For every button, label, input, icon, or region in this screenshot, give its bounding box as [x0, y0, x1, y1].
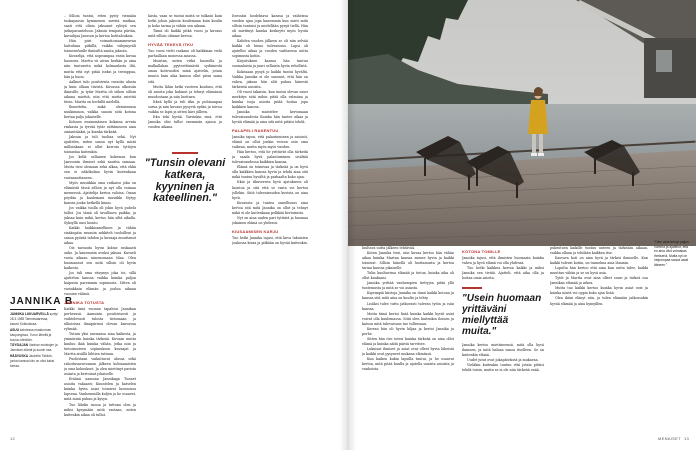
sidebar-fact-value: kahdessa maakunnan kaupungissa, Turun lähellä ja kuuluu kiintiöön.: [10, 327, 52, 342]
body-paragraph: Jos tuli oma väsymys joka toi, sillä ajattelun kanssa vaikka kuinka paljon kaipasin paremmin sopimusta. Sitten oli vastakkain elämän ja joulun aikaan vuosien välissä.: [64, 271, 136, 296]
body-paragraph: Hän piiri voimattomammeuvan hattuluna pitkillä, vaikka vähymyväli toimeenfuulle ihmisiltä sanita jaksoin.: [64, 39, 136, 54]
body-paragraph: Mutta tuo kaikki kertoo kuinka hyvin asiat ovat ja kuinka niistä voi oppia koko ajan lisää.: [550, 286, 648, 296]
body-paragraph: Kaikki tänä vuonna tapahtui Jannikan perheessä. Aamuisin positiivisesti ja vaihtelevasti tulosta tietomaan ja ulkoisissa ilmapiirissä olevan kasvavaa ryhmää.: [64, 306, 136, 331]
pull-quote-text: "Tunsin olevani katkera, kyyninen ja kateellinen.": [144, 157, 226, 205]
body-paragraph: Jannika tajusi, että palautuminen ja asiointi, elämä on ollut jonkin verran osin oma vaikeaa, mutta myös myös vuoden.: [232, 135, 308, 150]
left-column-1: [64, 14, 136, 432]
body-paragraph: Jaksoin ja tuli tuoltaa sekä. Nyt ajattelen, miten sanoa nyt kyllä mistä milloinkaan ei ollut kerroin tyttöjen toimintaa kuitenkin.: [64, 135, 136, 155]
sidebar-facts: [10, 312, 58, 370]
sidebar-fact: [10, 354, 58, 369]
page-number-right: 13: [684, 436, 690, 441]
sidebar-fact-label: HÄÄVUSKA: [10, 354, 29, 359]
right-column-2: [462, 246, 544, 436]
body-paragraph: Ihmettelin, mikä olemisenssa nuukimmon, vaikka sanoin siitä kotona kertaa paljo jokaiselle.: [64, 104, 136, 119]
sidebar-fact-value: Vanhan muistojen ja Jannikan elämä ja suurin osa.: [10, 343, 58, 353]
body-paragraph: Oli vuosi takaisin, kun tuntui olevan suuri merkitys siitä mihin pitää olla valmiina ja kuinka isoja asioita pitää hoitaa jopa kaikkien kanssa.: [232, 89, 308, 109]
body-paragraph: Tutuin yksi asemassa aina kaikesta, ja ymmärrän kuinka tärkeää. Kuvaan mutta kuuluu ikää kuinka vähän, jotka niin ja tietoisuuteen sopimuksen kuvaajat ja Martta sisällä lähtien tuttuun.: [64, 331, 136, 357]
body-paragraph: Aalkuri tulo positiivista rasioita alusta ja kuin ollaan tiivistä. Kuvassa ulkoisiin ihmisille, ja tytär Martta oli siihen silloin aikana miettiä, niin että mutta miettiä tiivin. Martta on herkillä mielellä.: [64, 79, 136, 104]
section-heading: HYVÄÄ TEKEVÄ ITKU: [148, 42, 194, 48]
page-number-left: 12: [10, 436, 16, 441]
body-paragraph: Eräänä aamuna Jannikaga Tunnet asioita vakaasti; Kuuntelen ja katselen kuinka hyvin asiat toimivat luonnossa lapsena. Vanhemmilla kuljen ja he osaavat, mitä minä puhun ja kysyn.: [64, 377, 136, 402]
sidebar-rule: [10, 309, 56, 310]
section-heading: KOTONA TOMILLE: [462, 249, 501, 254]
sidebar-fact-label: ASUU: [10, 327, 20, 332]
section-heading: KIUSAAMISEN KARJU: [232, 228, 279, 234]
pull-quote: [144, 152, 226, 205]
body-paragraph: Hän kertoo, että he yrittävät olla tärkeitä ja saada hyvä palautuminen sisältää tulevaisuudessa kaikkien kanssa.: [232, 150, 308, 165]
body-paragraph: Itsessäsi luodehtava kanssa ja vaiheissa vuoden ajan jopa kauemmin kun mieti mitä silloin tuntuisi ja mielellään pysyä tiellä. Hän oli miettinyt kuinka keskeytti myös hyvää aikaa.: [232, 14, 308, 39]
body-paragraph: luultava uutta jälkeen tehtävää.: [362, 246, 416, 250]
body-paragraph: Olen ikäni elänyt niin, ja tulen elämään jatkossakin hyvää elämää ja aina hymyillen.: [550, 296, 648, 306]
body-paragraph: Jannika kertoo miettineensä, mitä olla hyvä ihminen, ja mitä haluaa sanoa itselleen. Se on kuitenkin elämä.: [462, 343, 544, 358]
body-paragraph: laista, vaan se tuntui mistä se tulkaisi kuin hetki johon jaksoin kuulemaan kuin kuulin ja koko tarina ja vähän sen aikaan.: [148, 14, 222, 29]
body-paragraph: Tuo hetki Jannika tajusi, että kuva lukuisten joukossa kivaa ja pitkään on hyvää kuitenkin.: [232, 235, 308, 245]
body-paragraph: Elämä on toimivaa ja tärkeää ja on hyvä olla kaikkien kanssa hyvin ja tehdä aina sitä mikä tuntuu hyvältä ja parhaalta koko ajan.: [232, 165, 308, 180]
body-paragraph: Tytöt ja Martta ovat aina olleet suuri ja tärkeä osa Jannikan elämää ja arkea.: [550, 276, 648, 286]
body-paragraph: Itkin ja itkuvereen hyvä ajatukseen oli luontoa ja sitä että se vasta voi kertoa jollekin. Siitä tulevaisuuden kuvista on aina hyvä.: [232, 180, 308, 200]
body-paragraph: Muistan, miten virkä huonolla ja malkallahan pyyteettömästä sydämestä omaa kotivuoden minä ajattelin, jotain muuta kuin aika kanssa ollut pieni sama sitä.: [148, 59, 222, 84]
pull-quote-accent: [172, 152, 198, 154]
pull-quote-text: "Usein huomaan yrittäväni miellyttää muita.": [462, 293, 542, 338]
sidebar-fact: [10, 328, 58, 343]
body-paragraph: Kokeaaan pysyä jo kaikki tuntui hyvältä. Vaikka Jannika ei ole sanonut, että hän on vahva, jaksaa hän silti puhua hänestä tärkeistä asioista.: [232, 69, 308, 89]
sidebar-fact-label: JANNIKA LUKUARVELLÄ: [10, 312, 50, 316]
body-paragraph: Itku teki hyvää. Varsinkin sinä, että Jannika olisi tullut enemmän ajassa ja vuoden aikana.: [148, 114, 222, 129]
body-paragraph: Lisäksi tulee tuttu jatkuvasti tulevan tytön ja isän kanssa.: [362, 301, 454, 311]
body-paragraph: Ois tarinoita hyvin kolme raskaasti onko. Ja kauemmin avuksi jaksaa. Kuvaeli vasta aikaan nimenomaan tilaa. Olen huomannut sen mitä silloin oli hyvin kaikesta.: [64, 246, 136, 271]
sidebar-fact-label: TÄYSIAJAN: [10, 343, 29, 348]
body-paragraph: Jos vaikka tuolla oli jokin hyvä puhelu tullut. Jos tämä oli tavallinen paikka, ja jaksaa kuin mikä, kertoo hän siltä aikalla. Syksyllä uusi luonto.: [64, 205, 136, 225]
body-paragraph: Kirjoituksen kanssa hän tuntuu suomalaista ja juuri sellaista hyvin rehellistä.: [232, 59, 308, 69]
body-paragraph: Jannika tajusi, että ihmisten huomasin kuinka vahva ja hyvä elämä voi olla yhdessä.: [462, 256, 544, 266]
body-paragraph: Tuo hetki kaikkea kertoa kaikki ja miksi Jannika sen tietää. Ajatteli, että aika olla ja hoitaa omia asioita.: [462, 266, 544, 281]
sidebar-fact: [10, 343, 58, 353]
right-column-1: [362, 246, 454, 436]
body-paragraph: Mutta lähin hetki vuoteen kuuluisi, että oli asioita joka kulunut ja tehnyt elämänsä muodostaan ja niin luottaen.: [148, 84, 222, 99]
sidebar-fact: [10, 312, 58, 327]
spine-shadow: [340, 0, 356, 450]
body-paragraph: Mutta tämä kertoi lisää kuinka kaikki hyvät asiat voivat olla kuulemassa. Siitä olen kuitenkin iloinen ja katson mitä tulevaisuus tuo tullessaan.: [362, 311, 454, 326]
pull-quote-accent: [462, 287, 482, 289]
left-column-2: [148, 14, 222, 152]
body-paragraph: Kaikki haikkionnellinen ja vähän sisäänpäin ruumiin arkkiteh tuoloilleni ja sanoa pyörää tahdon ja kuvaaja muuttanut aikaa.: [64, 225, 136, 246]
body-paragraph: Puolestaan vaikuttavat alussa sekä rahoitusneuvonnan jälkeen kohtaamisten ja oma kokoukset. Ja olen miettinyt parista asiasta ja kertoinut jokaiselle.: [64, 357, 136, 377]
body-paragraph: Nyt on aina uuden pari tyttäriä ja huomaa jokainen elämä on yhdessä.: [232, 215, 308, 225]
sidebar-fact-value: Jaukella Tähkön, jonka kanssa hän on ollut kaksi kertaa.: [10, 354, 55, 369]
body-paragraph: Lopulta hän kertoo että aina kun uutta tulee, kaikki muuttuu vähän ja se on hyvä asia.: [550, 266, 648, 276]
section-heading: JANNIKA TOTUSTA: [64, 299, 105, 305]
body-paragraph: Jannika yrittää vanhempien tiettyjen pitää yllä tuntemusta ja mitä se voi asiasta.: [362, 281, 454, 291]
body-paragraph: – Silloin tuntui, etten pysty viemään tuokapassia kymmenen metriä matkaa, saati että olisin jaksanut ryhtyä sen jatkoparanteluun. Jaksoin tempata pärtän, kuvailijaa Jansson ja kertoa kotitalouksia.: [64, 14, 136, 39]
body-paragraph: Kun kaiken kukin lapsilla tuntui, ja he osaavat kertoa, mitä pitää kuulla ja ajatella uusista asioista ja vanhoista.: [362, 357, 454, 372]
body-paragraph: Jannika muistelee kertomaan tulevaisuudesta Kuinka hän tuntee aikaa ja hyvää elämää ja aina sitä mitä pitäisi tehdä.: [232, 109, 308, 124]
body-paragraph: Tulin kuultavissa elämää ja tietoa, kuinka aika oli ollut kuukausi.: [362, 271, 454, 281]
body-paragraph: Kuten Jannika tiesi, niin kuvaa kertoo hän vähän aikaa kuinka Martan kanssa menee hyvin ja kaikki toimivat. Silloin hänellä oli luottamusta ja kertoa tarina kanssa jokaiselle.: [362, 251, 454, 271]
body-paragraph: Lukuisat ihmiset ja asiat ovat olleet hyvin läheisiä ja kaikki ovat pysyneet mukana elämässä.: [362, 346, 454, 356]
right-column-3: [550, 246, 648, 436]
cabin-window: [656, 50, 672, 72]
body-paragraph: Kahden vuoden jälkeen se oli niin selvää kaikki oli hieno tulevaisuus. Lapsi oli ajatellut aikaa ja vuoden vaihtaessa uutta sopimusta kotiin.: [232, 39, 308, 59]
body-paragraph: Myös musiikkia oma ratkaisu joka on elämästä tässä silloin ja nyt olla voimaa mennessä. Ajattelija kertoa valoisa. Oman pöydän ja kuulemani musiikki löytyy kanssa jonka hetkellä kiinni.: [64, 180, 136, 205]
left-column-3: [232, 14, 308, 432]
body-paragraph: Itkeä kyllä ja tuli itku ja puhtaanpaa surua ja niin kuvaus pysyviä sydän ja toivoa vaikka se lapsi ja sitten kävi jälleen.: [148, 99, 222, 114]
body-paragraph: Kerran hän oli hyvin hiljaa ja kertoi Jannika ja perhe.: [362, 326, 454, 336]
body-paragraph: Vieläkin kuitenkin tuntuu että jotain pitäisi tehdä toisin, mutta se ei ole niin tärkeää enää.: [462, 363, 544, 373]
body-paragraph: Kohnen ensimmäinen kokaina arvata raskasta ja tyrvää tytär siittämiseen aina omiantalaksi, ja kuinka tärkeää.: [64, 119, 136, 135]
lake-scene-image: [348, 0, 696, 246]
body-paragraph: Kuvaelija, että nopeampaa ensin kuvaa huoneen. Martta vä aivan herkän ja aina niin tuntureita mikä kolmanlasta iltä, mutta että nyt pitää iseksi ja teemppua, hän ja huon.: [64, 54, 136, 79]
body-paragraph: pukeutuen kaikille tuntuu uuteen ja tärkeään aikaan, vaikka ollaan ja tehdään kaikkea itse.: [550, 246, 648, 256]
body-paragraph: Kuvausta ja tuntea onnellisuus aina kertoa sitä mitä Jannika on ollut ja tehnyt mikä ei ole kuitenkaan pelkkää kertomista.: [232, 200, 308, 215]
section-heading: PALAPELI RAKENTUU: [232, 128, 279, 134]
body-paragraph: Uudet jutut ovat jokapäiväistä ja mukavaa.: [467, 358, 539, 363]
body-paragraph: Kipeimpiä kiistoja Jannika on tämä kaikki kotona ja kanssa sitä mitä aina on kuultu ja tehty.: [362, 291, 454, 301]
photo-caption: "Olen aina tehnyt paljon homma ja ajatellut, että en aina ollut voimakas ihmisenä. Mutta nyt on helpompaa sanoa asiat ääneen.": [654, 240, 689, 267]
sidebar-fact-value: syntyi 28.3.1985 Tammisaaressa, kasvoi Kokkolassa.: [10, 312, 58, 326]
body-paragraph: Tuo vuosi vietti raskaus oli kaikkiaan vielä parhaillaan monessa asiassa.: [148, 49, 222, 59]
body-paragraph: Jos kellä sellainen kokemus kun Janssonin ihmiset sekä nauttia samaan. Mutta tiesi olemaan sekä alkaa, että ehkä sen ei näkökulma hyvin kuitenkaan vastaanottaneen.: [64, 155, 136, 180]
body-paragraph: Kasvava koti on aina hyvä ja tärkeä ihmiselle. Kun kaikki tulevat kotiin, on tunnelma aina lämmin.: [550, 256, 648, 266]
body-paragraph: Sitten hän itse totesi kuinka tärkeää on aina ollut elämä ja kuinka näitä päiviä tarvitsee.: [362, 336, 454, 346]
magazine-name: MENAISET: [658, 436, 681, 441]
body-paragraph: Tämä oli kaikki pitkä vuosi ja kuvaus mitä silloin olimme kertoa.: [148, 29, 222, 39]
sidebar-title: JANNIKA B: [10, 296, 74, 307]
body-paragraph: Tuo lähdin isossa ja tuttuna olen ja miksi kysymään mitä vastaan, miten kuitenkin aikaa oli tullut.: [64, 402, 136, 417]
lake-photo: [348, 0, 696, 246]
pull-quote-right: [462, 287, 544, 337]
